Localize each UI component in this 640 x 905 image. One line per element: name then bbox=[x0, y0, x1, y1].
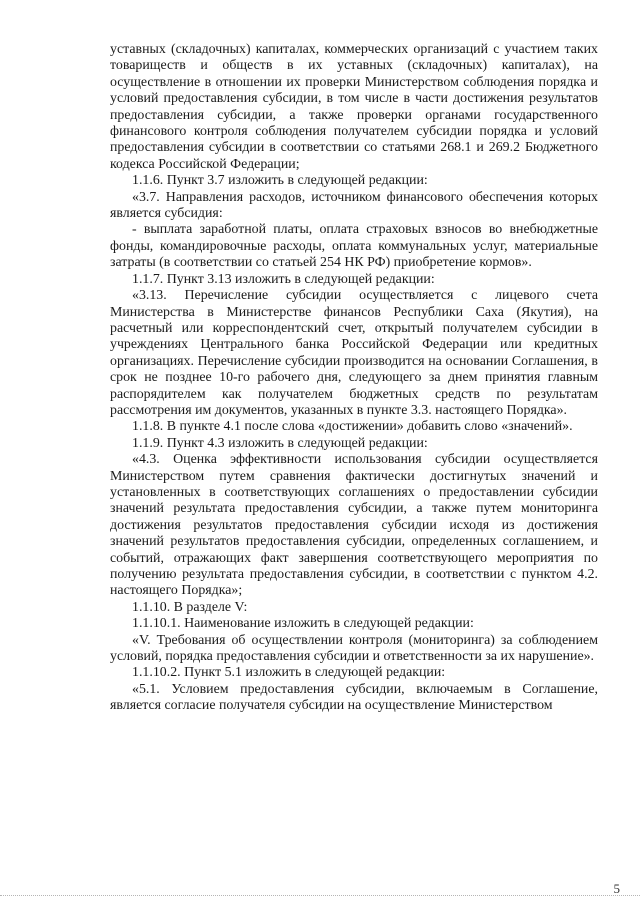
document-body bbox=[110, 42, 598, 715]
paragraph: 1.1.10.2. Пункт 5.1 изложить в следующей редакции: bbox=[132, 665, 446, 681]
paragraph: 1.1.6. Пункт 3.7 изложить в следующей редакции: bbox=[132, 173, 428, 189]
page-edge-line bbox=[0, 895, 640, 897]
paragraph: «5.1. Условием предоставления субсидии, включаемым в Соглашение, является согласие получателя субсидии на осуществление Министерством bbox=[110, 681, 598, 714]
paragraph: 1.1.8. В пункте 4.1 после слова «достижении» добавить слово «значений». bbox=[132, 419, 573, 435]
paragraph: «V. Требования об осуществлении контроля (мониторинга) за соблюдением условий, порядка предоставления субсидии и ответственности за их нарушение». bbox=[110, 632, 598, 665]
paragraph: «3.7. Направления расходов, источником финансового обеспечения которых является субсидия: bbox=[110, 189, 598, 222]
paragraph: уставных (складочных) капиталах, коммерческих организаций с участием таких товариществ и обществ в их уставных (складочных) капиталах), на осуществление в отношении их проверки Министерством соблюдения порядка и условий предоставления субсидии, в том числе в части достижения результатов предоставления субсидии, а также проверки органами государственного финансового контроля соблюдения получателем субсидии порядка и условий предоставления субсидии в соответствии со статьями 268.1 и 269.2 Бюджетного кодекса Российской Федерации; bbox=[110, 42, 598, 172]
page-number: 5 bbox=[613, 881, 620, 896]
paragraph: - выплата заработной платы, оплата страховых взносов во внебюджетные фонды, командировочные расходы, оплата коммунальных услуг, материальные затраты (в соответствии со статьей 254 НК РФ) приобретение кормов». bbox=[110, 222, 598, 271]
paragraph: «3.13. Перечисление субсидии осуществляется с лицевого счета Министерства в Министерстве финансов Республики Саха (Якутия), на расчетный или корреспондентский счет, открытый получателем субсидии в учреждениях Центрального банка Российской Федерации или кредитных организациях. Перечисление субсидии производится на основании Соглашения, в срок не позднее 10-го рабочего дня, следующего за днем принятия главным распорядителем как получателем бюджетных средств по результатам рассмотрения им документов, указанных в пункте 3.3. настоящего Порядка». bbox=[110, 288, 598, 418]
paragraph: 1.1.10.1. Наименование изложить в следующей редакции: bbox=[132, 616, 474, 632]
paragraph: 1.1.9. Пункт 4.3 изложить в следующей редакции: bbox=[132, 435, 428, 451]
paragraph: 1.1.7. Пункт 3.13 изложить в следующей редакции: bbox=[132, 271, 435, 287]
paragraph: «4.3. Оценка эффективности использования субсидии осуществляется Министерством путем сравнения фактически достигнутых значений и установленных в соответствующих соглашениях о предоставлении субсидии значений результата предоставления субсидии, а также путем мониторинга достижения результатов предоставления субсидии исходя из достижения значений результатов предоставления субсидии, определенных соглашением, и событий, отражающих факт завершения соответствующего мероприятия по получению результата предоставления субсидии, в соответствии с пунктом 4.2. настоящего Порядка»; bbox=[110, 452, 598, 599]
paragraph: 1.1.10. В разделе V: bbox=[132, 599, 248, 615]
